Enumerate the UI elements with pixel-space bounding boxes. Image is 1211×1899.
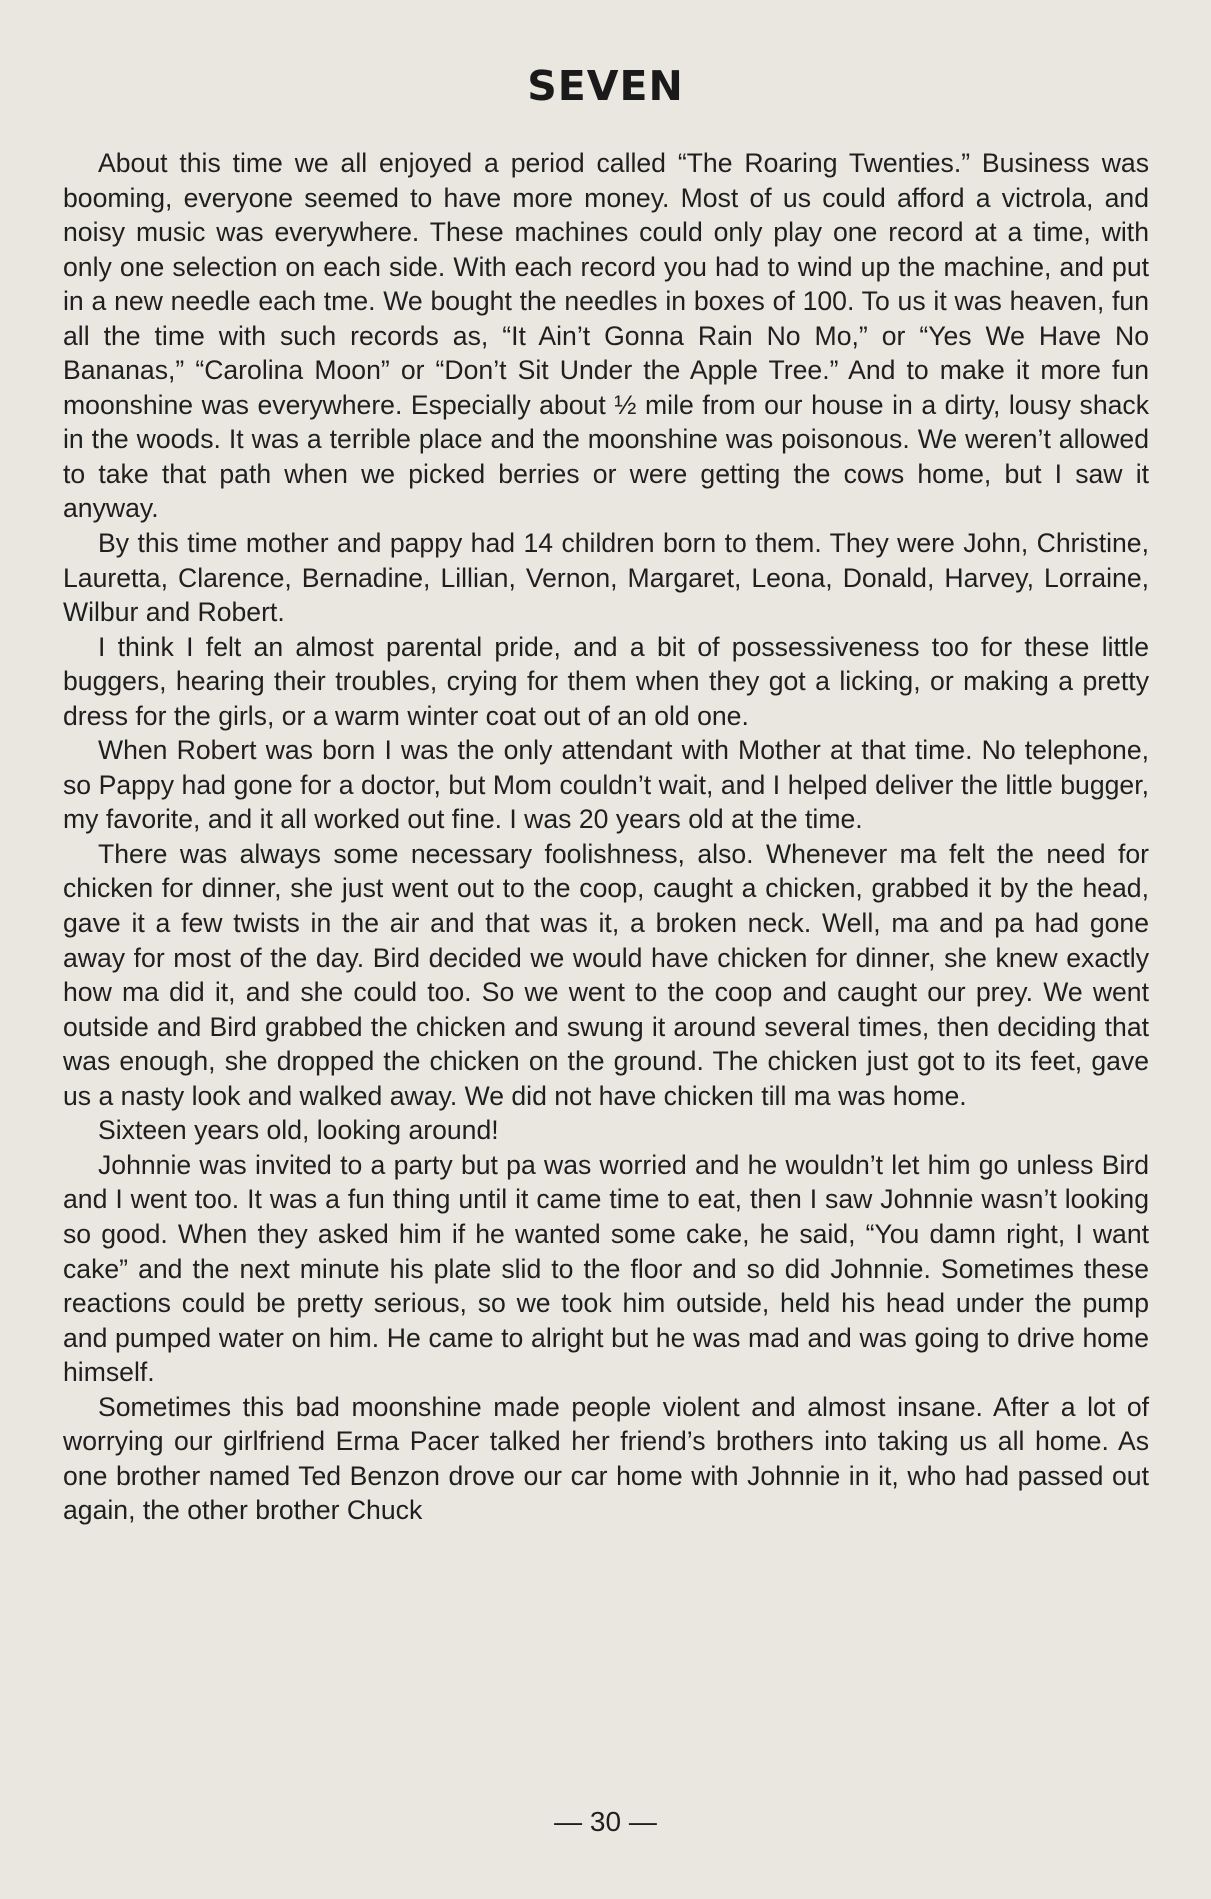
paragraph-sixteen: Sixteen years old, looking around!	[98, 1115, 499, 1146]
paragraph-bad-moonshine: Sometimes this bad moonshine made people violent and almost insane. After a lot of worrying our girlfriend Erma Pacer talked her friend’s brothers into taking us all home. As one brother named Ted Benzon drove our car home with Johnnie in it, who had passed out again, the other brother Chuck	[63, 1391, 1149, 1526]
page-number: — 30 —	[554, 1806, 657, 1837]
paragraph-parental-pride: I think I felt an almost parental pride, and a bit of possessiveness too for these little buggers, hearing their troubles, crying for them when they got a licking, or making a pretty dress for the girls, or a warm winter coat out of an old one.	[63, 631, 1149, 731]
paragraph-robert-born: When Robert was born I was the only attendant with Mother at that time. No telephone, so Pappy had gone for a doctor, but Mom couldn’t wait, and I helped deliver the little bugger, my favorite, and it all worked out fine. I was 20 years old at the time.	[63, 735, 1149, 835]
paragraph-johnnie-party: Johnnie was invited to a party but pa was worried and he wouldn’t let him go unless Bird and I went too. It was a fun thing until it came time to eat, then I saw Johnnie wasn’t looking so good. When they asked him if he wanted some cake, he said, “You damn right, I want cake” and the next minute his plate slid to the floor and so did Johnnie. Sometimes these reactions could be pretty serious, so we took him outside, held his head under the pump and pumped water on him. He came to alright but he was mad and was going to drive home himself.	[63, 1149, 1149, 1388]
paragraph-roaring-twenties: About this time we all enjoyed a period called “The Roaring Twenties.” Business was booming, everyone seemed to have more money. Most of us could afford a victrola, and noisy music was everywhere. These machines could only play one record at a time, with only one selection on each side. With each record you had to wind up the machine, and put in a new needle each tme. We bought the needles in boxes of 100. To us it was heaven, fun all the time with such records as, “It Ain’t Gonna Rain No Mo,” or “Yes We Have No Bananas,” “Carolina Moon” or “Don’t Sit Under the Apple Tree.” And to make it more fun moonshine was everywhere. Especially about ½ mile from our house in a dirty, lousy shack in the woods. It was a terrible place and the moonshine was poisonous. We weren’t allowed to take that path when we picked berries or were getting the cows home, but I saw it anyway.	[63, 148, 1149, 524]
chapter-body	[63, 146, 1149, 1528]
paragraph-chicken-story: There was always some necessary foolishness, also. Whenever ma felt the need for chicken for dinner, she just went out to the coop, caught a chicken, grabbed it by the head, gave it a few twists in the air and that was it, a broken neck. Well, ma and pa had gone away for most of the day. Bird decided we would have chicken for dinner, she knew exactly how ma did it, and she could too. So we went to the coop and caught our prey. We went outside and Bird grabbed the chicken and swung it around several times, then deciding that was enough, she dropped the chicken on the ground. The chicken just got to its feet, gave us a nasty look and walked away. We did not have chicken till ma was home.	[63, 838, 1149, 1111]
chapter-title: SEVEN	[527, 62, 684, 110]
paragraph-children-list: By this time mother and pappy had 14 children born to them. They were John, Christine, Lauretta, Clarence, Bernadine, Lillian, Vernon, Margaret, Leona, Donald, Harvey, Lorraine, Wilbur and Robert.	[63, 528, 1149, 628]
